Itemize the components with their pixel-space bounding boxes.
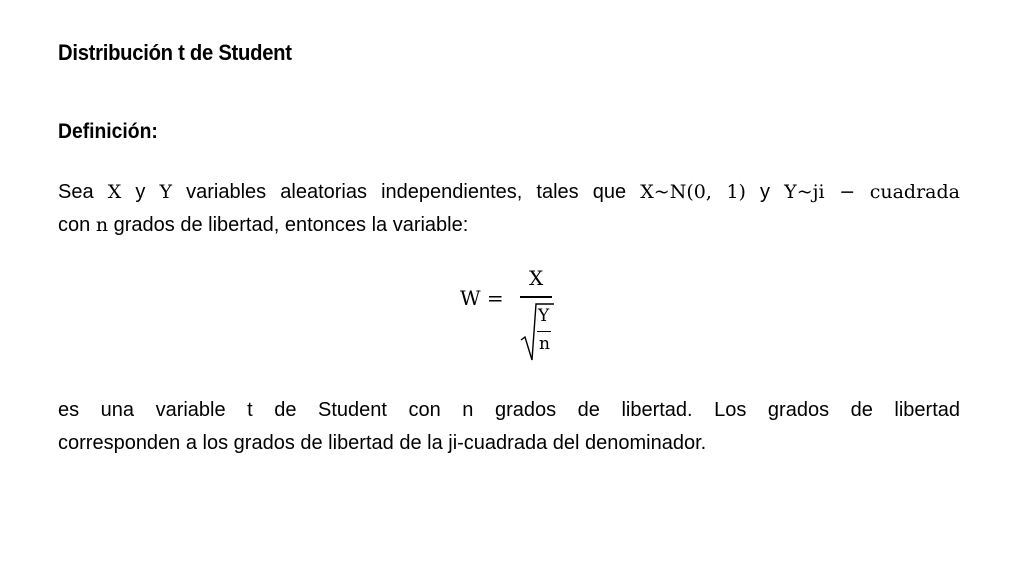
definition-line-1 xyxy=(58,176,960,209)
radicand-numerator: Y xyxy=(538,306,550,326)
radicand-denominator: n xyxy=(539,334,550,354)
radicand-fraction-bar xyxy=(537,331,551,332)
formula-lhs: W = xyxy=(460,286,504,310)
conclusion-line-1: es una variable t de Student con n grados de libertad. Los grados de libertad xyxy=(58,399,960,421)
text-con: con xyxy=(58,214,96,236)
formula-numerator: X xyxy=(529,266,544,290)
slide-title: Distribución t de Student xyxy=(58,40,292,65)
definition-line-2 xyxy=(58,209,960,242)
text-y-conj-2: y xyxy=(745,181,785,203)
text-variables: variables aleatorias independientes, tales que xyxy=(172,181,641,203)
text-sea: Sea xyxy=(58,181,108,203)
math-y-chi-square: Y~ji − cuadrada xyxy=(784,181,960,203)
text-y-conj: y xyxy=(121,181,160,203)
conclusion-paragraph xyxy=(58,394,960,460)
math-y: Y xyxy=(159,181,172,203)
math-x: X xyxy=(107,181,122,203)
math-n: n xyxy=(95,214,109,236)
fraction-bar xyxy=(520,296,552,298)
conclusion-line-2: corresponden a los grados de libertad de la ji-cuadrada del denominador. xyxy=(58,432,707,454)
definition-paragraph xyxy=(58,176,960,242)
t-statistic-formula xyxy=(460,262,580,372)
math-x-normal: X~N(0, 1) xyxy=(640,181,746,203)
definition-heading: Definición: xyxy=(58,120,158,143)
text-grados: grados de libertad, entonces la variable: xyxy=(108,214,469,236)
